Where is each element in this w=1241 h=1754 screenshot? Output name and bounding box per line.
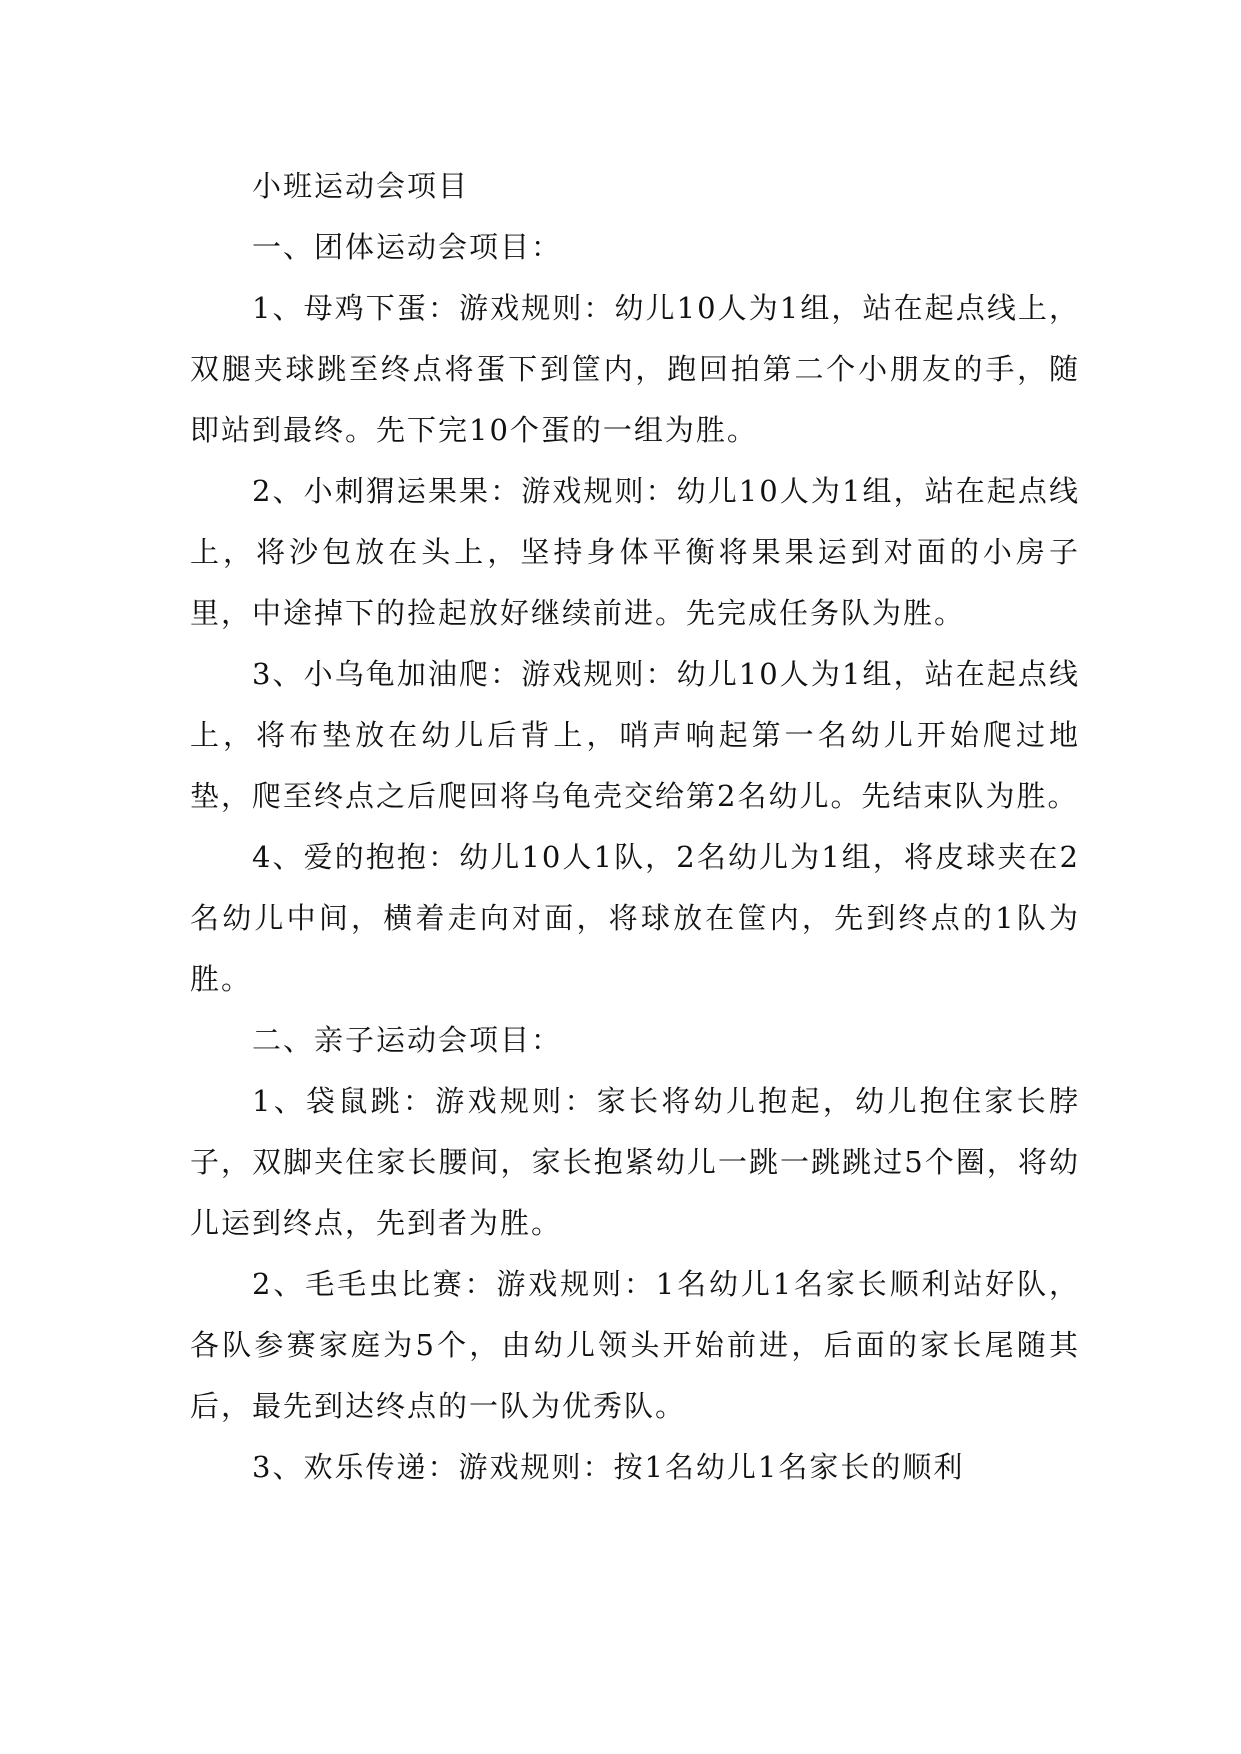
paragraph-caterpillar-race: 2、毛毛虫比赛：游戏规则：1名幼儿1名家长顺利站好队，各队参赛家庭为5个，由幼儿领头开始前进，后面的家长尾随其后，最先到达终点的一队为优秀队。 xyxy=(190,1267,1080,1423)
section-heading-parent-child-events: 二、亲子运动会项目： xyxy=(252,1023,563,1057)
document-title: 小班运动会项目 xyxy=(252,169,470,203)
paragraph-kangaroo-jump: 1、袋鼠跳：游戏规则：家长将幼儿抱起，幼儿抱住家长脖子，双脚夹住家长腰间，家长抱紧幼儿一跳一跳跳过5个圈，将幼儿运到终点，先到者为胜。 xyxy=(190,1084,1080,1240)
paragraph-happy-relay: 3、欢乐传递：游戏规则：按1名幼儿1名家长的顺利 xyxy=(252,1450,965,1484)
section-heading-team-events: 一、团体运动会项目： xyxy=(252,230,563,264)
document-body xyxy=(190,156,1080,1498)
paragraph-loving-hug: 4、爱的抱抱：幼儿10人1队，2名幼儿为1组，将皮球夹在2名幼儿中间，横着走向对面，将球放在筐内，先到终点的1队为胜。 xyxy=(190,840,1080,996)
paragraph-hedgehog-carries-fruit: 2、小刺猬运果果：游戏规则：幼儿10人为1组，站在起点线上，将沙包放在头上，坚持身体平衡将果果运到对面的小房子里，中途掉下的捡起放好继续前进。先完成任务队为胜。 xyxy=(190,474,1080,630)
paragraph-turtle-crawl: 3、小乌龟加油爬：游戏规则：幼儿10人为1组，站在起点线上，将布垫放在幼儿后背上，哨声响起第一名幼儿开始爬过地垫，爬至终点之后爬回将乌龟壳交给第2名幼儿。先结束队为胜。 xyxy=(190,657,1080,813)
paragraph-hen-lays-eggs: 1、母鸡下蛋：游戏规则：幼儿10人为1组，站在起点线上，双腿夹球跳至终点将蛋下到筐内，跑回拍第二个小朋友的手，随即站到最终。先下完10个蛋的一组为胜。 xyxy=(190,291,1080,447)
